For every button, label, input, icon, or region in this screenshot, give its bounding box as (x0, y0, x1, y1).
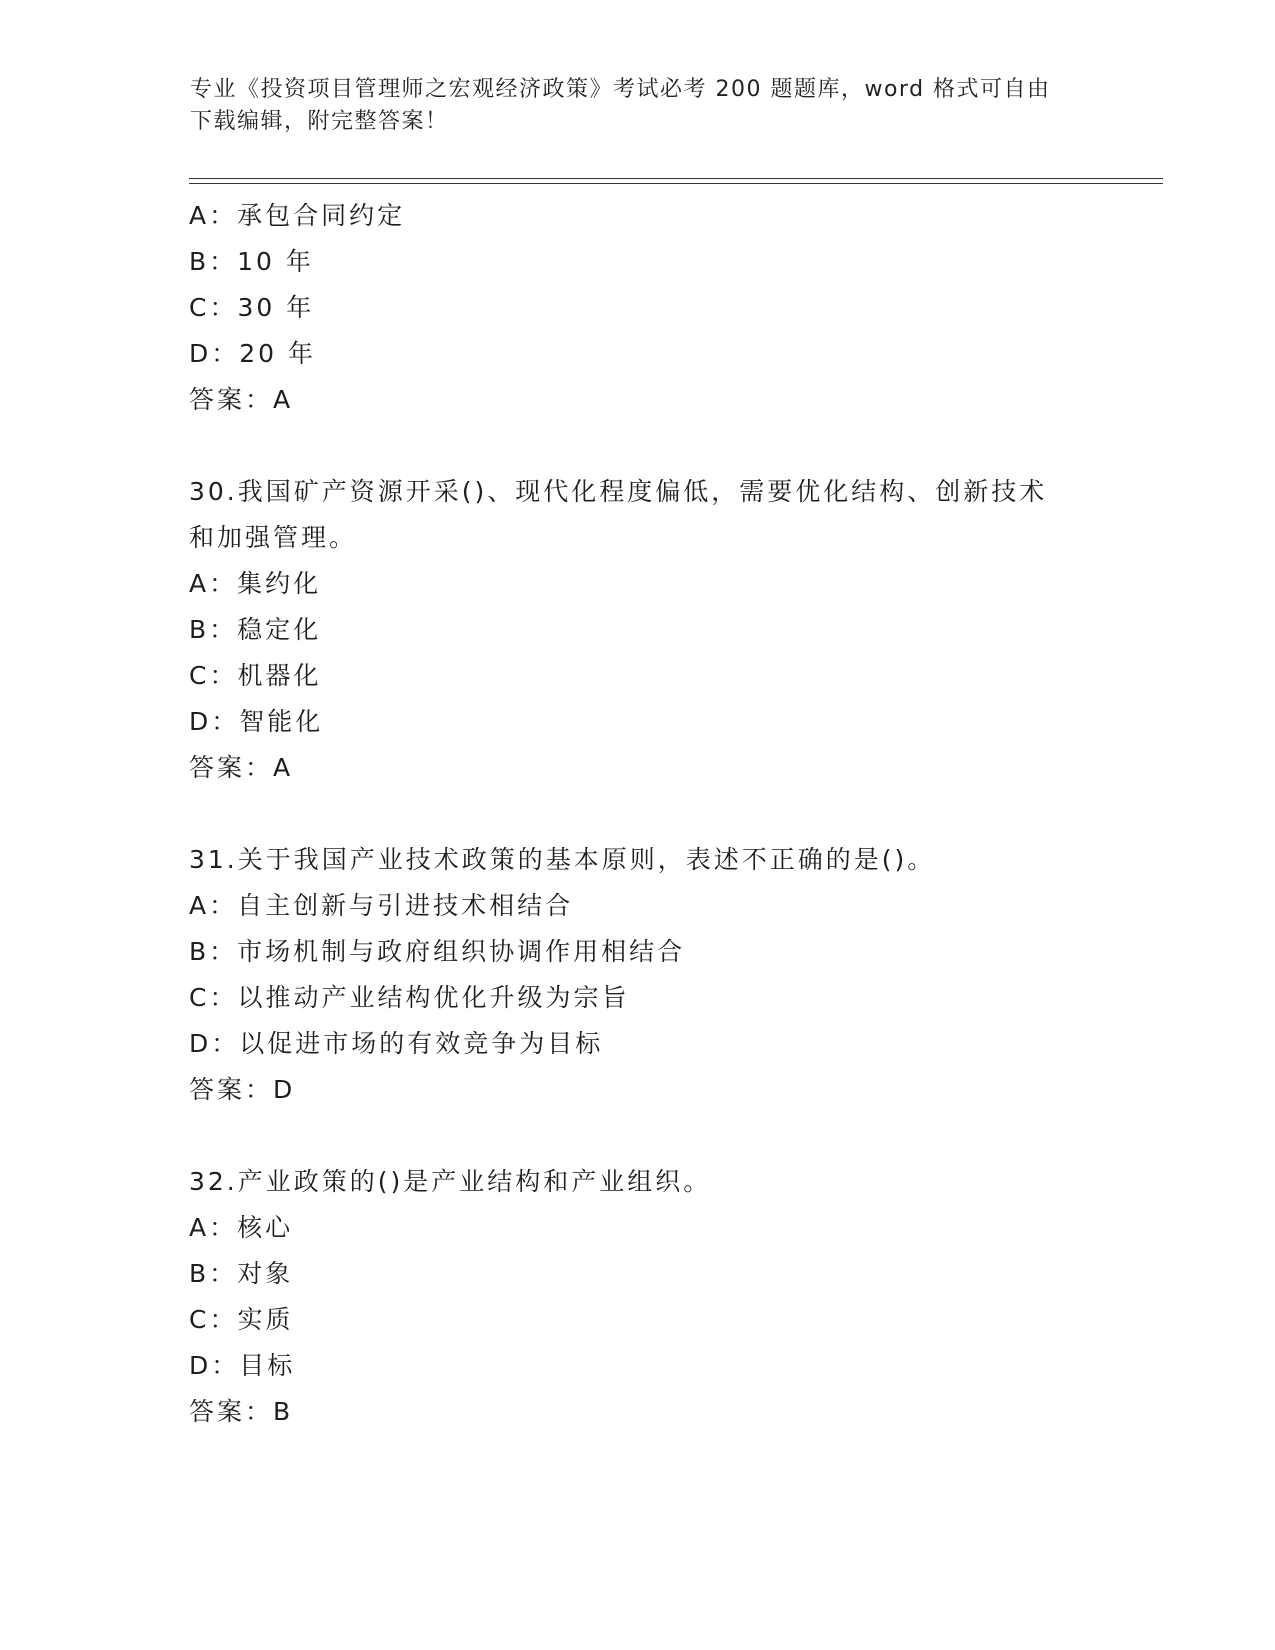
option-b: B：市场机制与政府组织协调作用相结合 (189, 937, 686, 966)
question-block-31 (189, 837, 1089, 1113)
header-divider-bottom (189, 183, 1163, 184)
option-c: C：实质 (189, 1305, 294, 1334)
answer-line: 答案：A (189, 753, 294, 782)
question-stem: 32.产业政策的()是产业结构和产业组织。 (189, 1167, 712, 1196)
option-c: C：30 年 (189, 293, 315, 322)
question-block-29 (189, 193, 1089, 423)
answer-line: 答案：A (189, 385, 294, 414)
question-block-30 (189, 469, 1089, 791)
question-list (189, 193, 1089, 1435)
option-d: D：以促进市场的有效竞争为目标 (189, 1029, 604, 1058)
question-stem: 30.我国矿产资源开采()、现代化程度偏低，需要优化结构、创新技术 (189, 477, 1048, 506)
header-divider-top (189, 178, 1163, 179)
option-d: D：智能化 (189, 707, 324, 736)
option-d: D：20 年 (189, 339, 317, 368)
option-a: A：集约化 (189, 569, 322, 598)
option-a: A：承包合同约定 (189, 201, 406, 230)
option-a: A：自主创新与引进技术相结合 (189, 891, 574, 920)
question-block-32 (189, 1159, 1089, 1435)
option-b: B：10 年 (189, 247, 314, 276)
header-line-1: 专业《投资项目管理师之宏观经济政策》考试必考 200 题题库，word 格式可自由 (190, 77, 1051, 102)
question-stem-continued: 和加强管理。 (189, 523, 358, 552)
option-b: B：稳定化 (189, 615, 322, 644)
option-c: C：机器化 (189, 661, 322, 690)
option-b: B：对象 (189, 1259, 294, 1288)
option-d: D：目标 (189, 1351, 296, 1380)
header-line-2: 下载编辑，附完整答案！ (190, 109, 449, 134)
question-stem: 31.关于我国产业技术政策的基本原则，表述不正确的是()。 (189, 845, 936, 874)
answer-line: 答案：B (189, 1397, 294, 1426)
spacer (189, 791, 1089, 837)
option-c: C：以推动产业结构优化升级为宗旨 (189, 983, 630, 1012)
spacer (189, 1113, 1089, 1159)
option-a: A：核心 (189, 1213, 294, 1242)
document-header (190, 74, 1090, 138)
answer-line: 答案：D (189, 1075, 296, 1104)
spacer (189, 423, 1089, 469)
